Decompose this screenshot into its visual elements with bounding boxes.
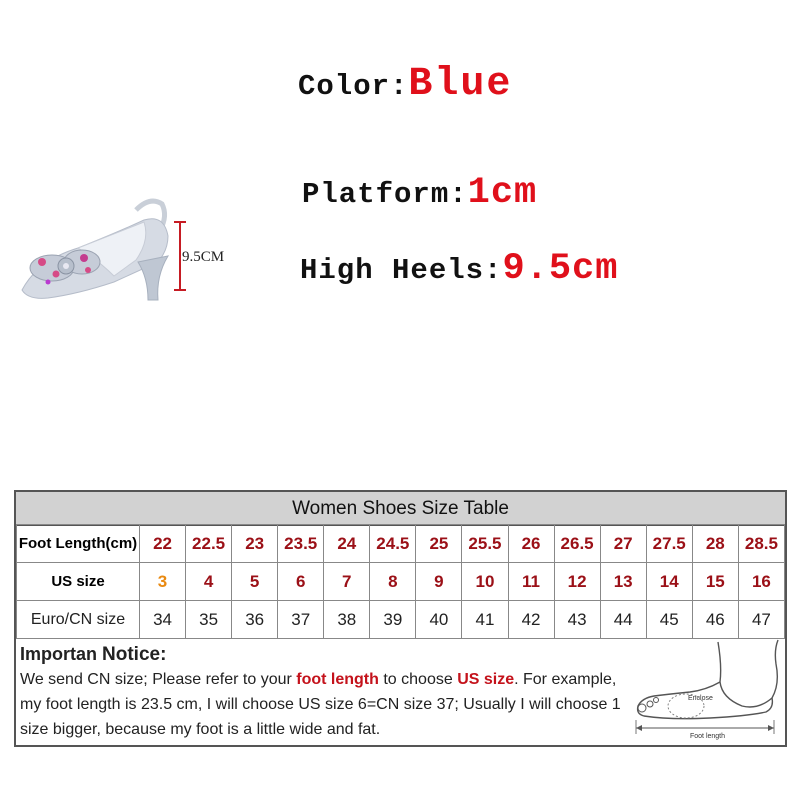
- table-cell: 40: [416, 601, 462, 639]
- platform-value: 1cm: [467, 172, 538, 214]
- table-cell: 22: [140, 525, 186, 563]
- enclose-label: Enclose: [688, 695, 713, 702]
- table-cell: 45: [646, 601, 692, 639]
- table-cell: 28: [692, 525, 738, 563]
- table-cell: 3: [140, 563, 186, 601]
- heel-dimension-label: 9.5CM: [182, 249, 225, 265]
- table-cell: 8: [370, 563, 416, 601]
- table-cell: 24: [324, 525, 370, 563]
- table-cell: 46: [692, 601, 738, 639]
- table-cell: 4: [186, 563, 232, 601]
- table-cell: 34: [140, 601, 186, 639]
- table-cell: 23: [232, 525, 278, 563]
- platform-spec: [302, 172, 537, 214]
- notice-text-1: We send CN size; Please refer to your: [20, 671, 297, 688]
- table-cell: 23.5: [278, 525, 324, 563]
- color-spec: [298, 62, 512, 107]
- notice-text-2: to choose: [378, 671, 458, 688]
- notice-heading-a: Importan: [20, 644, 103, 664]
- table-cell: 26.5: [554, 525, 600, 563]
- table-cell: 13: [600, 563, 646, 601]
- table-cell: 25.5: [462, 525, 508, 563]
- us-size-row: [17, 563, 785, 601]
- notice-text: [20, 667, 630, 742]
- table-cell: 27: [600, 525, 646, 563]
- table-cell: 35: [186, 601, 232, 639]
- table-cell: 44: [600, 601, 646, 639]
- table-cell: 15: [692, 563, 738, 601]
- table-cell: 43: [554, 601, 600, 639]
- size-grid: [16, 524, 785, 639]
- row-header: Euro/CN size: [17, 601, 140, 639]
- table-cell: 6: [278, 563, 324, 601]
- notice-highlight-us-size: US size: [457, 671, 515, 688]
- table-cell: 41: [462, 601, 508, 639]
- table-cell: 16: [738, 563, 784, 601]
- table-cell: 5: [232, 563, 278, 601]
- table-cell: 24.5: [370, 525, 416, 563]
- table-cell: 11: [508, 563, 554, 601]
- table-cell: 27.5: [646, 525, 692, 563]
- table-cell: 25: [416, 525, 462, 563]
- row-header: US size: [17, 563, 140, 601]
- notice-highlight-foot-length: foot length: [296, 671, 379, 688]
- color-value: Blue: [408, 62, 513, 107]
- euro-cn-size-row: [17, 601, 785, 639]
- table-cell: 36: [232, 601, 278, 639]
- heel-label: High Heels:: [300, 254, 503, 287]
- table-cell: 39: [370, 601, 416, 639]
- notice: [20, 642, 630, 742]
- table-cell: 37: [278, 601, 324, 639]
- table-cell: 42: [508, 601, 554, 639]
- foot-length-row: [17, 525, 785, 563]
- heel-spec: [300, 248, 618, 290]
- notice-heading: [20, 642, 630, 667]
- foot-diagram: [630, 636, 784, 742]
- foot-length-label: Foot length: [690, 733, 726, 740]
- table-cell: 12: [554, 563, 600, 601]
- row-header: Foot Length(cm): [17, 525, 140, 563]
- platform-label: Platform:: [302, 178, 468, 211]
- heel-value: 9.5cm: [502, 248, 619, 290]
- table-cell: 7: [324, 563, 370, 601]
- table-title: Women Shoes Size Table: [16, 492, 785, 526]
- table-cell: 26: [508, 525, 554, 563]
- table-cell: 22.5: [186, 525, 232, 563]
- table-cell: 10: [462, 563, 508, 601]
- table-cell: 9: [416, 563, 462, 601]
- color-label: Color:: [298, 70, 409, 103]
- size-table: [14, 490, 787, 747]
- table-cell: 28.5: [738, 525, 784, 563]
- table-cell: 47: [738, 601, 784, 639]
- notice-text-3: . For example, my foot length is 23.5 cm, I will choose US size 6=CN size 37; Usually I will choose 1 size bigger, because my foot is a little wide and fat.: [20, 671, 621, 738]
- table-cell: 38: [324, 601, 370, 639]
- table-cell: 14: [646, 563, 692, 601]
- notice-heading-b: Notice:: [102, 644, 167, 665]
- shoe-image: [18, 190, 178, 310]
